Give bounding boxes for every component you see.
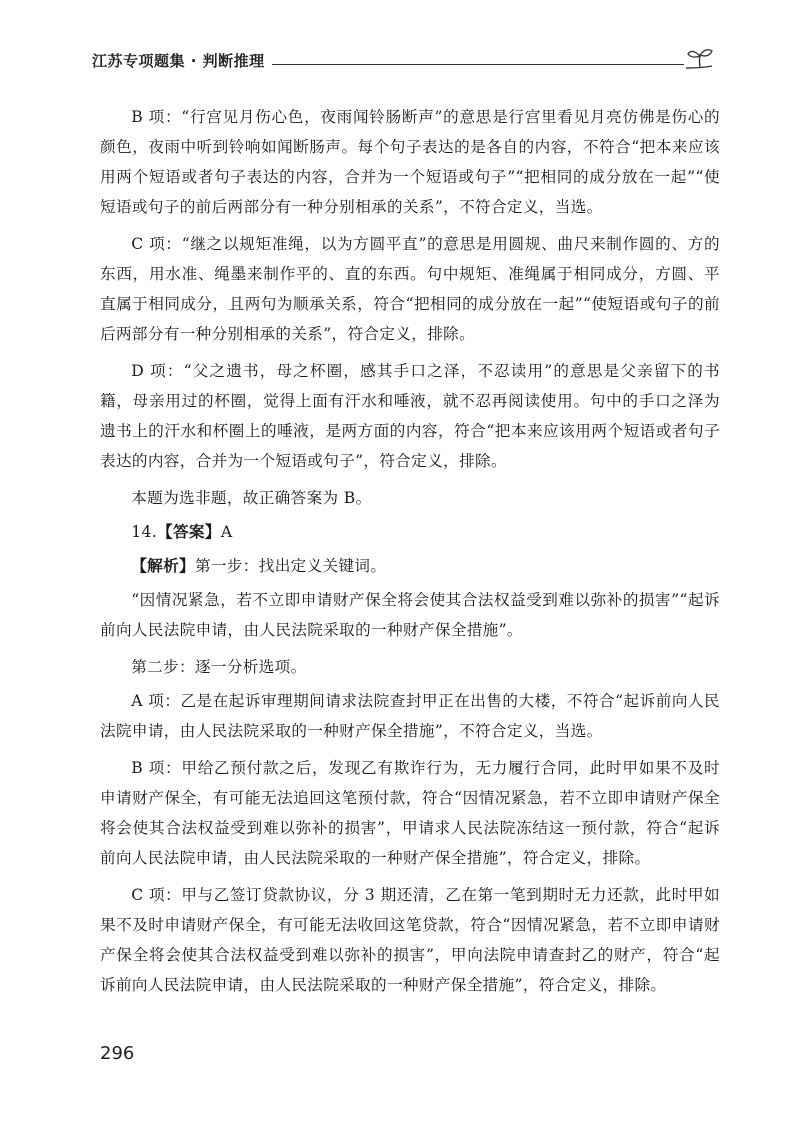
analysis-step1: 第一步：找出定义关键词。 bbox=[194, 557, 387, 575]
analysis-line bbox=[100, 551, 720, 581]
paragraph-option-d: D 项：“父之遗书，母之杯圈，感其手口之泽，不忍读用”的意思是父亲留下的书籍，母亲用过的杯圈，觉得上面有汗水和唾液，就不忍再阅读使用。句中的手口之泽为遗书上的汗水和杯圈上的唾液，是两方面的内容，符合“把本来应该用两个短语或者句子表达的内容，合并为一个短语或句子”，符合定义，排除。 bbox=[100, 362, 720, 470]
question-number: 14. bbox=[131, 523, 158, 541]
paragraph-option-c: C 项：“继之以规矩准绳，以为方圆平直”的意思是用圆规、曲尺来制作圆的、方的东西，用水准、绳墨来制作平的、直的东西。句中规矩、准绳属于相同成分，方圆、平直属于相同成分，且两句为顺承关系，符合“把相同的成分放在一起”“使短语或句子的前后两部分有一种分别相承的关系”，符合定义，排除。 bbox=[100, 235, 720, 343]
page-body bbox=[100, 102, 720, 1007]
paragraph-keywords: “因情况紧急，若不立即申请财产保全将会使其合法权益受到难以弥补的损害”“起诉前向人民法院申请，由人民法院采取的一种财产保全措施”。 bbox=[100, 591, 720, 639]
header-divider bbox=[272, 64, 684, 65]
paragraph-q14-option-b: B 项：甲给乙预付款之后，发现乙有欺诈行为，无力履行合同，此时甲如果不及时申请财产保全，有可能无法追回这笔预付款，符合“因情况紧急，若不立即申请财产保全将会使其合法权益受到难以弥补的损害”，甲请求人民法院冻结这一预付款，符合“起诉前向人民法院申请，由人民法院采取的一种财产保全措施”，符合定义，排除。 bbox=[100, 759, 720, 867]
running-header bbox=[92, 46, 732, 76]
answer-value: A bbox=[220, 523, 233, 541]
paragraph-q14-option-a: A 项：乙是在起诉审理期间请求法院查封甲正在出售的大楼，不符合“起诉前向人民法院申请，由人民法院采取的一种财产保全措施”，不符合定义，当选。 bbox=[100, 692, 720, 740]
page-number: 296 bbox=[100, 1043, 135, 1064]
answer-tag: 【答案】 bbox=[157, 522, 221, 541]
analysis-tag: 【解析】 bbox=[131, 556, 195, 575]
sprout-icon bbox=[682, 46, 716, 76]
paragraph-step2: 第二步：逐一分析选项。 bbox=[131, 658, 307, 676]
paragraph-option-b: B 项：“行宫见月伤心色，夜雨闻铃肠断声”的意思是行宫里看见月亮仿佛是伤心的颜色，夜雨中听到铃响如闻断肠声。每个句子表达的是各自的内容，不符合“把本来应该用两个短语或者句子表达的内容，合并为一个短语或句子”“把相同的成分放在一起”“使短语或句子的前后两部分有一种分别相承的关系”，不符合定义，当选。 bbox=[100, 108, 720, 216]
answer-line bbox=[100, 517, 720, 547]
paragraph-q14-option-c: C 项：甲与乙签订贷款协议，分 3 期还清，乙在第一笔到期时无力还款，此时甲如果不及时申请财产保全，有可能无法收回这笔贷款，符合“因情况紧急，若不立即申请财产保全将会使其合法权益受到难以弥补的损害”，甲向法院申请查封乙的财产，符合“起诉前向人民法院申请，由人民法院采取的一种财产保全措施”，符合定义，排除。 bbox=[100, 886, 720, 994]
header-title: 江苏专项题集 · 判断推理 bbox=[92, 52, 265, 70]
paragraph-conclusion: 本题为选非题，故正确答案为 B。 bbox=[131, 489, 372, 507]
